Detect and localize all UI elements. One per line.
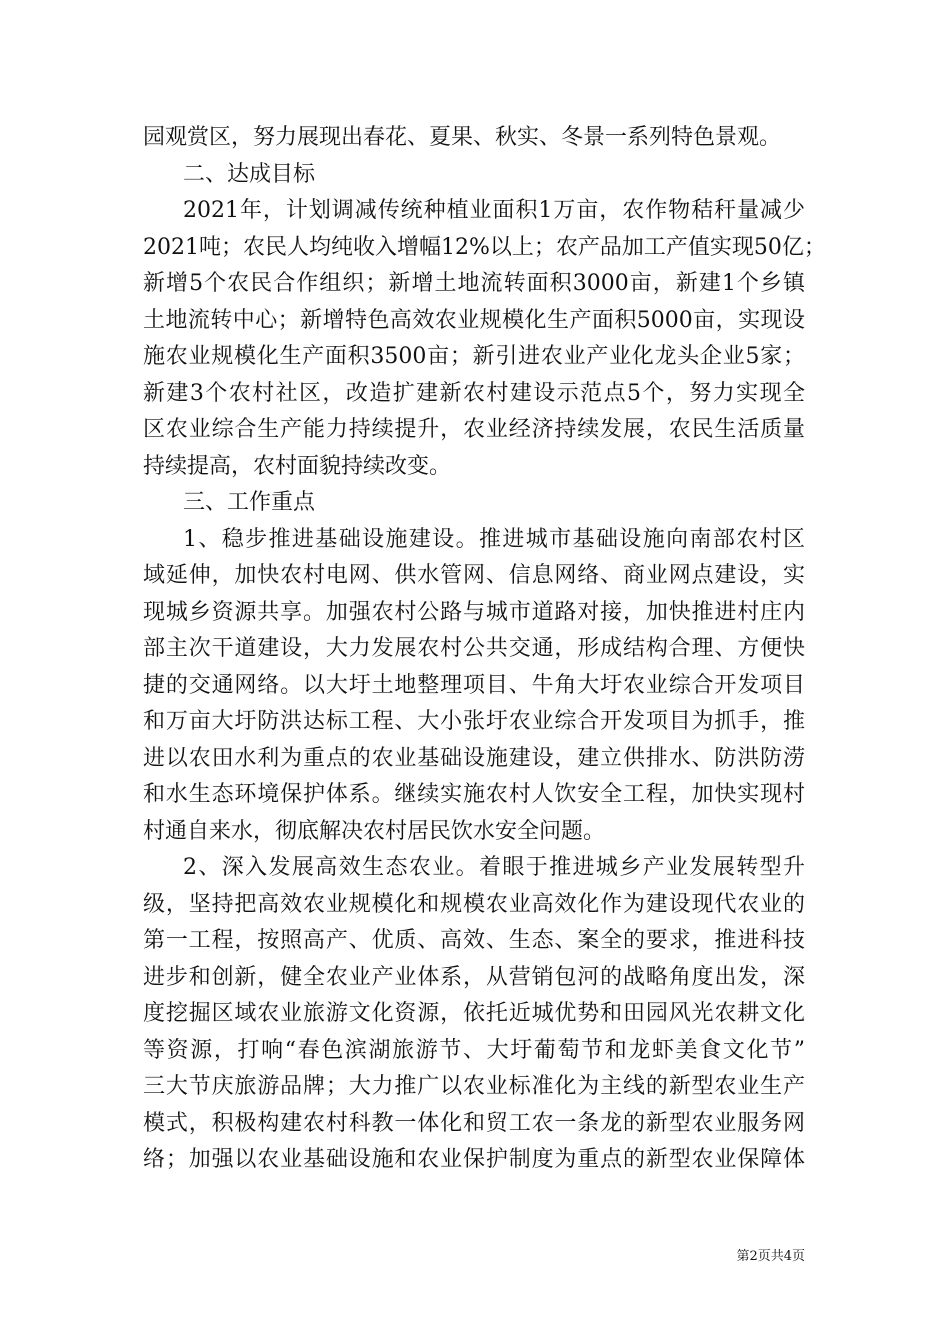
text-line: 村通自来水，彻底解决农村居民饮水安全问题。 <box>143 818 606 844</box>
text-line: 第一工程，按照高产、优质、高效、生态、案全的要求，推进科技 <box>143 928 805 953</box>
page-number: 第2页共4页 <box>736 1249 805 1264</box>
text-line: 二、达成目标 <box>183 161 316 187</box>
text-line: 持续提高，农村面貌持续改变。 <box>143 453 452 479</box>
text-line: 和万亩大圩防洪达标工程、大小张圩农业综合开发项目为抓手，推 <box>143 709 805 734</box>
text-line: 区农业综合生产能力持续提升，农业经济持续发展，农民生活质量 <box>143 417 805 442</box>
paragraph <box>143 850 805 1179</box>
text-line: 三、工作重点 <box>183 490 316 515</box>
text-line: 进以农田水利为重点的农业基础设施建设，建立供排水、防洪防涝 <box>143 745 805 771</box>
text-line: 级，坚持把高效农业规模化和规模农业高效化作为建设现代农业的 <box>143 891 805 917</box>
text-line: 土地流转中心；新增特色高效农业规模化生产面积5000亩，实现设 <box>143 307 805 333</box>
text-line: 2、深入发展高效生态农业。着眼于推进城乡产业发展转型升 <box>183 855 805 880</box>
text-line: 2021吨；农民人均纯收入增幅12%以上；农产品加工产值实现50亿； <box>143 234 826 260</box>
text-line: 和水生态环境保护体系。继续实施农村人饮安全工程，加快实现村 <box>143 782 805 807</box>
text-line: 捷的交通网络。以大圩土地整理项目、牛角大圩农业综合开发项目 <box>143 672 805 698</box>
paragraph <box>143 522 805 851</box>
text-line: 园观赏区，努力展现出春花、夏果、秋实、冬景一系列特色景观。 <box>143 125 782 150</box>
text-line: 进步和创新，健全农业产业体系，从营销包河的战略角度出发，深 <box>143 964 805 990</box>
text-line: 等资源，打响“春色滨湖旅游节、大圩葡萄节和龙虾美食文化节” <box>143 1037 805 1063</box>
text-line: 域延伸，加快农村电网、供水管网、信息网络、商业网点建设，实 <box>143 563 805 588</box>
text-line: 1、稳步推进基础设施建设。推进城市基础设施向南部农村区 <box>183 526 805 552</box>
section-heading <box>143 157 805 194</box>
section-heading <box>143 485 805 522</box>
text-line: 络；加强以农业基础设施和农业保护制度为重点的新型农业保障体 <box>143 1147 805 1172</box>
text-line: 现城乡资源共享。加强农村公路与城市道路对接，加快推进村庄内 <box>143 599 805 625</box>
text-line: 模式，积极构建农村科教一体化和贸工农一条龙的新型农业服务网 <box>143 1110 805 1136</box>
document-body <box>143 120 826 1179</box>
text-line: 新建3个农村社区，改造扩建新农村建设示范点5个，努力实现全 <box>143 380 805 406</box>
text-line: 2021年，计划调减传统种植业面积1万亩，农作物秸秆量减少 <box>183 198 805 223</box>
text-line: 度挖掘区域农业旅游文化资源，依托近城优势和田园风光农耕文化 <box>143 1001 805 1026</box>
text-line: 新增5个农民合作组织；新增土地流转面积3000亩，新建1个乡镇 <box>143 271 805 296</box>
text-line: 施农业规模化生产面积3500亩；新引进农业产业化龙头企业5家； <box>143 344 805 369</box>
paragraph <box>143 193 826 485</box>
text-line: 三大节庆旅游品牌；大力推广以农业标准化为主线的新型农业生产 <box>143 1074 805 1099</box>
paragraph <box>143 120 805 157</box>
text-line: 部主次干道建设，大力发展农村公共交通，形成结构合理、方便快 <box>143 636 805 661</box>
